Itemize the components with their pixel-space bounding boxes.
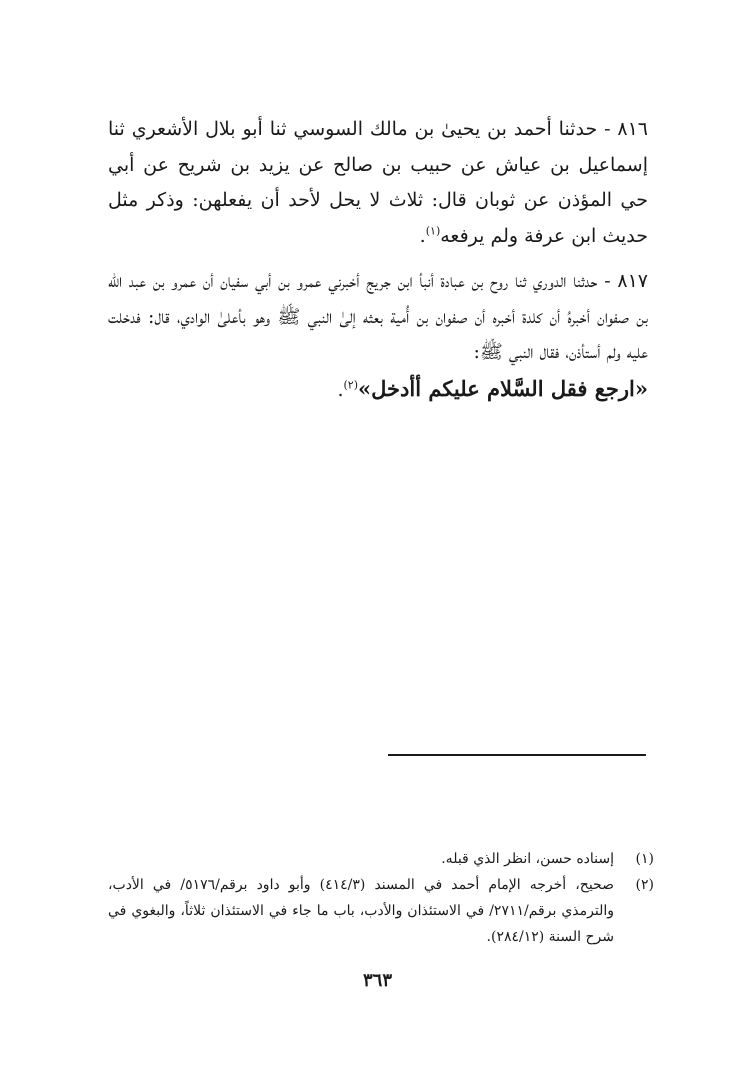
hadith-tail: .: [419, 224, 426, 247]
hadith-number: ٨١٦: [617, 118, 648, 140]
footnote-ref-1[interactable]: (١): [425, 224, 441, 238]
footnote-ref-2[interactable]: (٢): [343, 378, 358, 392]
footnote-2: [108, 872, 654, 950]
hadith-separator: -: [597, 270, 618, 292]
hadith-text: حدثنا الدوري ثنا روح بن عبادة أنبأ ابن جريج أخبرني عمرو بن أبي سفيان أن عمرو بن عبد الله بن صفوان أخبرهُ أن كلدة أخبره أن صفوان بن أُمية بعثه إلىٰ النبي ﷺ وهو بأعلىٰ الوادي، قال: فدخلت عليه ولم أستأذن، فقال النبي ﷺ:: [108, 270, 648, 363]
hadith-text: حدثنا أحمد بن يحيىٰ بن مالك السوسي ثنا أبو بلال الأشعري ثنا إسماعيل بن عياش عن حبيب بن صالح عن يزيد بن شريح عن أبي حي المؤذن عن ثوبان قال: ثلاث لا يحل لأحد أن يفعلهن: وذكر مثل حديث ابن عرفة ولم يرفعه: [108, 118, 648, 247]
footnotes-block: [108, 846, 654, 950]
hadith-tail: .: [337, 378, 344, 401]
footnote-text: صحيح، أخرجه الإمام أحمد في المسند (٤١٤/٣) وأبو داود برقم/٥١٧٦/ في الأدب، والترمذي برقم/٢٧١١/ في الاستئذان والأدب، باب ما جاء في الاستئذان ثلاثاً، والبغوي في شرح السنة (٢٨٤/١٢).: [108, 877, 614, 945]
footnote-1: [108, 846, 654, 872]
main-text-block: [108, 112, 648, 408]
hadith-817: [108, 264, 648, 408]
footnote-number: (١): [635, 851, 654, 867]
footnote-text: إسناده حسن، انظر الذي قبله.: [441, 851, 614, 867]
hadith-816: [108, 112, 648, 254]
hadith-separator: -: [597, 118, 618, 140]
hadith-number: ٨١٧: [617, 270, 648, 292]
footnote-number: (٢): [635, 877, 654, 893]
page-number: ٣٦٣: [362, 970, 392, 991]
footnote-separator-rule: [388, 754, 646, 756]
hadith-quote: «ارجع فقل السَّلام عليكم أأدخل»: [358, 375, 648, 401]
